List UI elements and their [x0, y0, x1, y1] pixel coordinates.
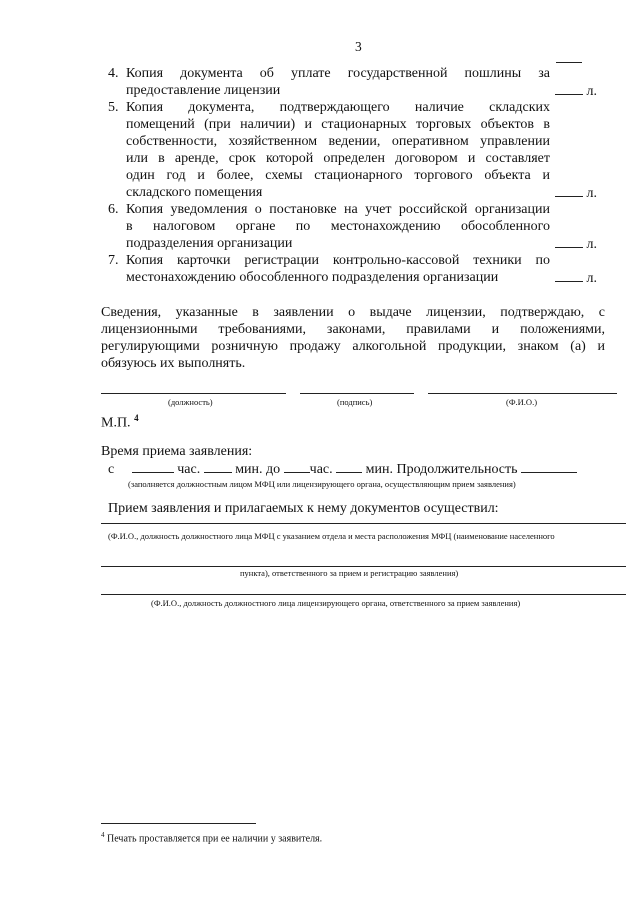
pages-suffix: л.	[586, 237, 597, 252]
confirmation-line-1: Сведения, указанные в заявлении о выдаче лицензии, подтверждаю, с	[101, 305, 605, 320]
licensing-caption: (Ф.И.О., должность должностного лица лицензирующего органа, ответственного за прием заявления)	[151, 598, 521, 608]
pages-blank	[555, 269, 583, 282]
pages-blank	[555, 235, 583, 248]
item-6-line-2: в налоговом органе по местонахождению обособленного	[126, 219, 550, 234]
position-line[interactable]	[101, 393, 286, 394]
position-caption: (должность)	[168, 397, 213, 407]
footnote-separator	[101, 823, 256, 824]
item-4-line-2: предоставление лицензии	[126, 83, 281, 98]
item-7-line-2: местонахождению обособленного подразделения организации	[126, 270, 499, 285]
confirmation-line-2: лицензионными требованиями, законами, правилами и положениями,	[101, 322, 605, 337]
mfc-caption-1: (Ф.И.О., должность должностного лица МФЦ с указанием отдела и места расположения МФЦ (наименование населенного	[108, 531, 555, 541]
item-number: 6.	[108, 202, 119, 217]
item-5-pages	[555, 184, 605, 202]
mfc-officer-line[interactable]	[101, 523, 626, 524]
blank-line	[556, 62, 582, 63]
minutes-from-field[interactable]	[204, 460, 232, 473]
item-5-line-3: собственности, хозяйственном ведении, оперативном управлении	[126, 134, 550, 149]
signature-caption: (подпись)	[337, 397, 373, 407]
footnote-number: 4	[101, 831, 105, 839]
item-number: 5.	[108, 100, 119, 115]
pages-suffix: л.	[586, 186, 597, 201]
pages-suffix: л.	[586, 84, 597, 99]
pages-blank	[555, 184, 583, 197]
item-number: 7.	[108, 253, 119, 268]
item-5-line-2: помещений (при наличии) и стационарных торговых объектов в	[126, 117, 550, 132]
mfc-caption-2: пункта), ответственного за прием и регистрацию заявления)	[240, 568, 459, 578]
hours-from-field[interactable]	[132, 460, 174, 473]
item-4-line-1: Копия документа об уплате государственной пошлины за	[126, 66, 550, 81]
item-7-pages	[555, 269, 605, 287]
signature-line[interactable]	[300, 393, 414, 394]
hours-label: час.	[309, 462, 333, 477]
page-number: 3	[355, 39, 362, 54]
confirmation-line-3: регулирующими розничную продажу алкогольной продукции, знаком (а) и	[101, 339, 605, 354]
reception-time-row	[108, 460, 577, 478]
reception-title: Время приема заявления:	[101, 444, 253, 459]
hours-label: час.	[177, 462, 201, 477]
pages-blank	[555, 82, 583, 95]
item-4-pages	[555, 82, 605, 100]
item-5-line-5: один год и более, схемы стационарного торгового объекта и	[126, 168, 550, 183]
licensing-officer-line[interactable]	[101, 594, 626, 595]
duration-label: мин. Продолжительность	[365, 462, 518, 477]
item-5-line-4: или в аренде, срок которой определен договором и составляет	[126, 151, 550, 166]
item-6-line-1: Копия уведомления о постановке на учет российской организации	[126, 202, 550, 217]
footnote	[101, 829, 322, 845]
reception-note: (заполняется должностным лицом МФЦ или лицензирующего органа, осуществляющим прием заявления)	[128, 479, 516, 489]
pages-suffix: л.	[586, 271, 597, 286]
item-5-line-1: Копия документа, подтверждающего наличие складских	[126, 100, 550, 115]
stamp-text: М.П.	[101, 415, 131, 431]
item-6-line-3: подразделения организации	[126, 236, 293, 251]
footnote-text: Печать проставляется при ее наличии у заявителя.	[107, 833, 323, 845]
stamp-label	[101, 410, 139, 432]
item-number: 4.	[108, 66, 119, 81]
item-7-line-1: Копия карточки регистрации контрольно-кассовой техники по	[126, 253, 550, 268]
name-line[interactable]	[428, 393, 617, 394]
minutes-to-label: мин. до	[235, 462, 281, 477]
item-5-line-6: складского помещения	[126, 185, 263, 200]
confirmation-line-4: обязуюсь их выполнять.	[101, 356, 246, 371]
accepted-by-title: Прием заявления и прилагаемых к нему документов осуществил:	[108, 501, 499, 516]
footnote-ref: 4	[134, 413, 139, 423]
hours-to-field[interactable]	[284, 460, 310, 473]
minutes-to-field[interactable]	[336, 460, 362, 473]
mfc-officer-line-2[interactable]	[101, 566, 626, 567]
from-label: с	[108, 462, 115, 477]
duration-field[interactable]	[521, 460, 577, 473]
name-caption: (Ф.И.О.)	[506, 397, 538, 407]
item-6-pages	[555, 235, 605, 253]
